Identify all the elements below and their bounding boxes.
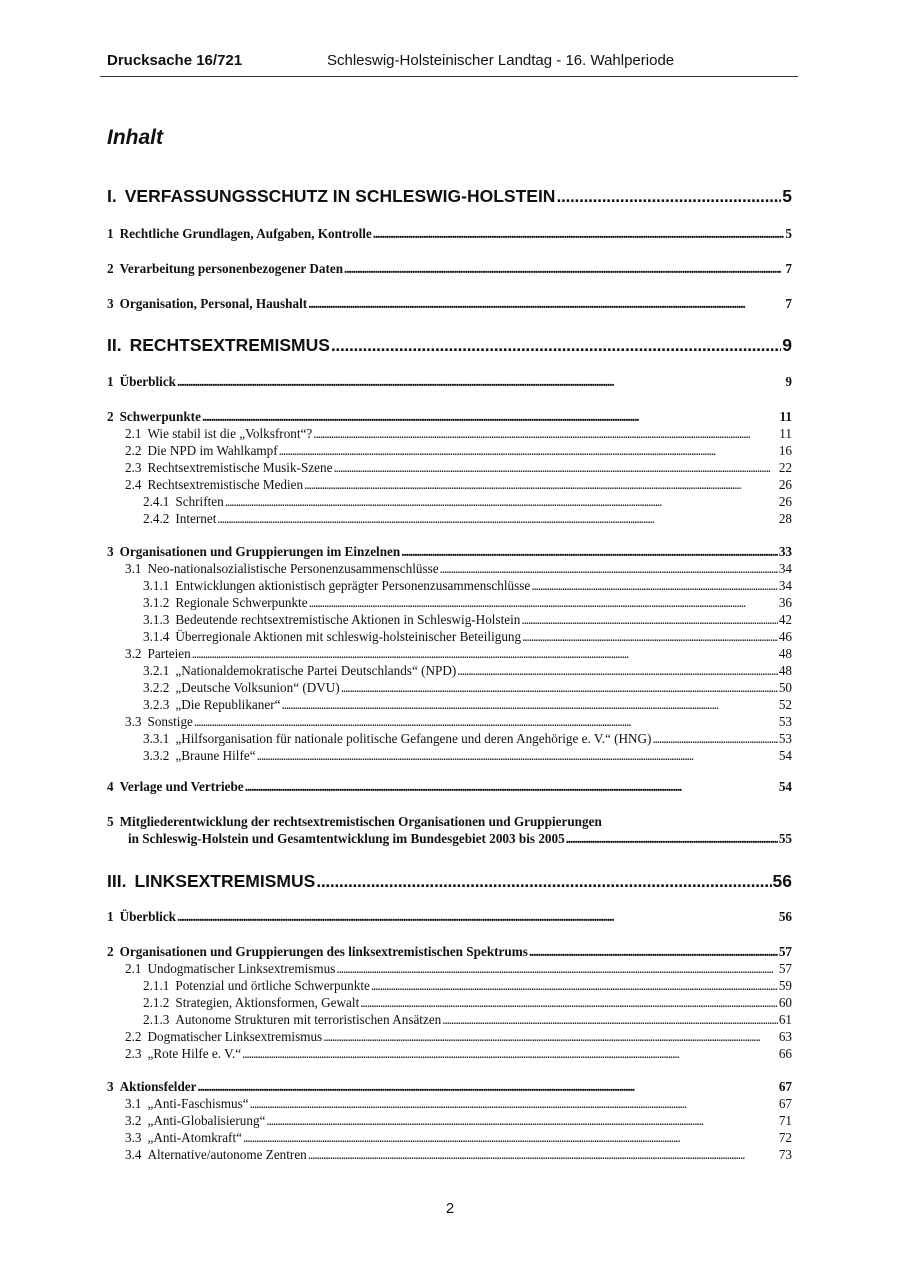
toc-entry[interactable] — [107, 1079, 792, 1096]
toc-label: Parteien — [147, 646, 191, 661]
toc-entry[interactable] — [107, 561, 792, 578]
toc-entry[interactable] — [107, 612, 792, 629]
toc-page: 56 — [772, 871, 792, 891]
toc-number: 2.3 — [125, 460, 142, 475]
toc-label: Mitgliederentwicklung der rechtsextremistischen Organisationen und Gruppierungen — [119, 814, 602, 829]
toc-number: 3.2.1 — [143, 663, 170, 678]
dot-leader — [313, 426, 778, 442]
toc-page: 28 — [778, 511, 792, 526]
dot-leader — [309, 595, 778, 611]
toc-number: 4 — [107, 779, 114, 794]
toc-entry[interactable] — [107, 697, 792, 714]
dot-leader — [225, 494, 778, 510]
toc-label: „Hilfsorganisation für nationale politische Gefangene und deren Angehörige e. V.“ (HNG) — [175, 731, 652, 746]
toc-entry[interactable] — [107, 1046, 792, 1063]
toc-entry[interactable] — [107, 731, 792, 748]
toc-entry[interactable] — [107, 779, 792, 796]
toc-entry[interactable] — [107, 578, 792, 595]
toc-entry[interactable] — [107, 944, 792, 961]
toc-page: 48 — [778, 663, 792, 678]
dot-leader — [202, 409, 779, 425]
toc-label: Rechtsextremistische Musik-Szene — [147, 460, 333, 475]
toc-entry[interactable] — [107, 226, 792, 243]
header-divider — [100, 76, 798, 77]
dot-leader — [531, 578, 778, 594]
toc-entry[interactable] — [107, 1147, 792, 1164]
toc-page: 67 — [778, 1079, 792, 1094]
dot-leader — [304, 477, 778, 493]
dot-leader — [371, 978, 778, 994]
toc-entry-continuation[interactable] — [128, 831, 792, 848]
toc-number: 2.4.1 — [143, 494, 170, 509]
dot-leader — [308, 1147, 778, 1163]
toc-entry[interactable] — [107, 477, 792, 494]
toc-page: 53 — [778, 714, 792, 729]
toc-number: 3.2 — [125, 646, 142, 661]
toc-entry[interactable] — [107, 296, 792, 313]
toc-entry[interactable] — [107, 409, 792, 426]
dot-leader — [279, 443, 778, 459]
toc-page: 61 — [778, 1012, 792, 1027]
page-number: 2 — [445, 1200, 455, 1217]
toc-page: 60 — [778, 995, 792, 1010]
toc-page: 9 — [785, 374, 792, 389]
toc-entry[interactable] — [107, 1012, 792, 1029]
toc-label: Verlage und Vertriebe — [119, 779, 244, 794]
toc-label: Überregionale Aktionen mit schleswig-holsteinischer Beteiligung — [175, 629, 522, 644]
toc-number: 5 — [107, 814, 114, 829]
dot-leader — [308, 296, 784, 312]
toc-label: Rechtliche Grundlagen, Aufgaben, Kontrolle — [119, 226, 372, 241]
toc-number: 3 — [107, 1079, 114, 1094]
dot-leader — [333, 460, 777, 476]
toc-number: 3.3 — [125, 714, 142, 729]
toc-label: Neo-nationalsozialistische Personenzusammenschlüsse — [147, 561, 439, 576]
toc-label: Überblick — [119, 909, 177, 924]
dot-leader — [192, 646, 778, 662]
dot-leader — [194, 714, 778, 730]
toc-page: 71 — [778, 1113, 792, 1128]
toc-label: Organisation, Personal, Haushalt — [119, 296, 308, 311]
toc-entry[interactable] — [107, 1113, 792, 1130]
dot-leader — [316, 871, 771, 892]
toc-number: 3.1 — [125, 561, 142, 576]
toc-number: 2.1.3 — [143, 1012, 170, 1027]
toc-page: 55 — [778, 831, 792, 846]
toc-number: 3.1 — [125, 1096, 142, 1111]
toc-entry[interactable] — [107, 646, 792, 663]
toc-page: 56 — [778, 909, 792, 924]
toc-label: „Nationaldemokratische Partei Deutschlands“ (NPD) — [175, 663, 457, 678]
dot-leader — [442, 1012, 778, 1028]
toc-label: Strategien, Aktionsformen, Gewalt — [175, 995, 360, 1010]
toc-number: 2.1.1 — [143, 978, 170, 993]
toc-page: 33 — [778, 544, 792, 559]
toc-page: 53 — [778, 731, 792, 746]
toc-label-continuation: in Schleswig-Holstein und Gesamtentwicklung im Bundesgebiet 2003 bis 2005 — [128, 831, 565, 846]
toc-label: Aktionsfelder — [119, 1079, 197, 1094]
toc-number: 2.1 — [125, 426, 142, 441]
dot-leader — [566, 831, 778, 847]
page-title: Inhalt — [107, 126, 163, 149]
toc-page: 34 — [778, 561, 792, 576]
toc-label: Verarbeitung personenbezogener Daten — [119, 261, 344, 276]
toc-label: Internet — [175, 511, 217, 526]
toc-number: 2.2 — [125, 443, 142, 458]
toc-entry[interactable] — [107, 629, 792, 646]
toc-number: 2.3 — [125, 1046, 142, 1061]
page-header — [107, 52, 797, 72]
toc-number: 3.2.2 — [143, 680, 170, 695]
toc-label: VERFASSUNGSSCHUTZ IN SCHLESWIG-HOLSTEIN — [124, 186, 556, 206]
toc-entry[interactable] — [107, 511, 792, 528]
toc-page: 54 — [778, 779, 792, 794]
toc-entry[interactable] — [107, 748, 792, 765]
institution-title: Schleswig-Holsteinischer Landtag - 16. Wahlperiode — [327, 52, 675, 69]
toc-number: 2.1.2 — [143, 995, 170, 1010]
toc-entry[interactable] — [107, 261, 792, 278]
toc-number: 2.4 — [125, 477, 142, 492]
toc-page: 11 — [779, 426, 792, 441]
dot-leader — [341, 680, 778, 696]
dot-leader — [250, 1096, 778, 1112]
toc-page: 22 — [778, 460, 792, 475]
toc-entry[interactable] — [107, 494, 792, 511]
toc-number: 1 — [107, 909, 114, 924]
toc-label: „Braune Hilfe“ — [175, 748, 256, 763]
toc-number: 3.1.3 — [143, 612, 170, 627]
dot-leader — [556, 186, 781, 207]
dot-leader — [177, 374, 784, 390]
dot-leader — [257, 748, 778, 764]
toc-number: 3.3.2 — [143, 748, 170, 763]
toc-label: LINKSEXTREMISMUS — [134, 871, 316, 891]
toc-label: Schwerpunkte — [119, 409, 201, 424]
toc-number: 2 — [107, 409, 114, 424]
toc-number: 2.4.2 — [143, 511, 170, 526]
toc-number: 2.1 — [125, 961, 142, 976]
toc-label: Autonome Strukturen mit terroristischen Ansätzen — [175, 1012, 442, 1027]
toc-entry[interactable] — [107, 544, 792, 561]
toc-part-1[interactable] — [107, 186, 792, 210]
toc-page: 5 — [782, 186, 792, 206]
toc-number: 2.2 — [125, 1029, 142, 1044]
toc-number: 1 — [107, 374, 114, 389]
toc-page: 34 — [778, 578, 792, 593]
toc-label: Bedeutende rechtsextremistische Aktionen in Schleswig-Holstein — [175, 612, 521, 627]
dot-leader — [245, 779, 778, 795]
toc-label: „Anti-Atomkraft“ — [147, 1130, 242, 1145]
toc-label: „Rote Hilfe e. V.“ — [147, 1046, 242, 1061]
toc-page: 72 — [778, 1130, 792, 1145]
toc-label: RECHTSEXTREMISMUS — [129, 335, 330, 355]
dot-leader — [331, 335, 781, 356]
toc-page: 26 — [778, 494, 792, 509]
dot-leader — [344, 261, 784, 277]
toc-label: Die NPD im Wahlkampf — [147, 443, 278, 458]
toc-page: 52 — [778, 697, 792, 712]
toc-label: Überblick — [119, 374, 177, 389]
toc-page: 26 — [778, 477, 792, 492]
toc-page: 57 — [778, 944, 792, 959]
toc-entry[interactable] — [107, 460, 792, 477]
toc-entry[interactable] — [107, 978, 792, 995]
toc-page: 42 — [778, 612, 792, 627]
toc-number: 3 — [107, 544, 114, 559]
toc-number: 3.3 — [125, 1130, 142, 1145]
toc-page: 16 — [778, 443, 792, 458]
dot-leader — [440, 561, 778, 577]
dot-leader — [198, 1079, 778, 1095]
toc-entry[interactable] — [107, 1130, 792, 1147]
toc-label: Alternative/autonome Zentren — [147, 1147, 307, 1162]
toc-number: 2 — [107, 944, 114, 959]
dot-leader — [521, 612, 777, 628]
toc-label: Regionale Schwerpunkte — [175, 595, 308, 610]
dot-leader — [323, 1029, 778, 1045]
toc-page: 7 — [785, 296, 792, 311]
toc-page: 59 — [778, 978, 792, 993]
toc-page: 46 — [778, 629, 792, 644]
toc-number: 3.1.4 — [143, 629, 170, 644]
toc-entry[interactable] — [107, 909, 792, 926]
toc-label: Schriften — [175, 494, 224, 509]
toc-label: Potenzial und örtliche Schwerpunkte — [175, 978, 370, 993]
toc-label: „Anti-Faschismus“ — [147, 1096, 249, 1111]
dot-leader — [529, 944, 778, 960]
toc-label: Rechtsextremistische Medien — [147, 477, 304, 492]
toc-page: 50 — [778, 680, 792, 695]
dot-leader — [266, 1113, 777, 1129]
toc-label: Undogmatischer Linksextremismus — [147, 961, 336, 976]
toc-part-2[interactable] — [107, 335, 792, 359]
toc-entry[interactable] — [107, 680, 792, 697]
dot-leader — [243, 1130, 778, 1146]
toc-page: 5 — [785, 226, 792, 241]
dot-leader — [373, 226, 785, 242]
toc-label: „Anti-Globalisierung“ — [147, 1113, 266, 1128]
dot-leader — [217, 511, 777, 527]
toc-number: 1 — [107, 226, 114, 241]
toc-entry[interactable] — [107, 663, 792, 680]
toc-entry[interactable] — [107, 714, 792, 731]
toc-entry[interactable] — [107, 374, 792, 391]
dot-leader — [360, 995, 778, 1011]
toc-number: I. — [107, 186, 117, 206]
dot-leader — [177, 909, 778, 925]
toc-page: 57 — [778, 961, 792, 976]
toc-label: Sonstige — [147, 714, 193, 729]
toc-number: 3.3.1 — [143, 731, 170, 746]
toc-page: 66 — [778, 1046, 792, 1061]
dot-leader — [401, 544, 778, 560]
toc-part-3[interactable] — [107, 871, 792, 895]
dot-leader — [652, 731, 777, 747]
toc-number: 3.1.2 — [143, 595, 170, 610]
toc-number: II. — [107, 335, 122, 355]
toc-page: 9 — [782, 335, 792, 355]
toc-page: 67 — [778, 1096, 792, 1111]
toc-number: 3.1.1 — [143, 578, 170, 593]
toc-entry[interactable] — [107, 961, 792, 978]
toc-page: 36 — [778, 595, 792, 610]
toc-page: 73 — [778, 1147, 792, 1162]
toc-page: 63 — [778, 1029, 792, 1044]
toc-number: 3 — [107, 296, 114, 311]
dot-leader — [336, 961, 777, 977]
dot-leader — [281, 697, 777, 713]
toc-label: Dogmatischer Linksextremismus — [147, 1029, 323, 1044]
toc-label: Wie stabil ist die „Volksfront“? — [147, 426, 313, 441]
toc-page: 48 — [778, 646, 792, 661]
toc-page: 54 — [778, 748, 792, 763]
toc-page: 11 — [779, 409, 792, 424]
toc-page: 7 — [785, 261, 792, 276]
toc-label: Entwicklungen aktionistisch geprägter Personenzusammenschlüsse — [175, 578, 531, 593]
toc-entry[interactable] — [107, 995, 792, 1012]
toc-label: Organisationen und Gruppierungen im Einzelnen — [119, 544, 401, 559]
toc-label: „Die Republikaner“ — [175, 697, 281, 712]
toc-entry-first-line[interactable] — [107, 814, 792, 831]
toc-number: 3.2.3 — [143, 697, 170, 712]
toc-label: „Deutsche Volksunion“ (DVU) — [175, 680, 340, 695]
document-number: Drucksache 16/721 — [107, 52, 243, 69]
toc-entry[interactable] — [107, 1096, 792, 1113]
toc-entry[interactable] — [107, 1029, 792, 1046]
toc-entry[interactable] — [107, 595, 792, 612]
dot-leader — [242, 1046, 778, 1062]
dot-leader — [457, 663, 778, 679]
toc-label: Organisationen und Gruppierungen des linksextremistischen Spektrums — [119, 944, 528, 959]
dot-leader — [522, 629, 778, 645]
toc-number: 3.4 — [125, 1147, 142, 1162]
toc-number: 2 — [107, 261, 114, 276]
toc-number: 3.2 — [125, 1113, 142, 1128]
toc-entry[interactable] — [107, 443, 792, 460]
toc-entry[interactable] — [107, 426, 792, 443]
toc-number: III. — [107, 871, 127, 891]
